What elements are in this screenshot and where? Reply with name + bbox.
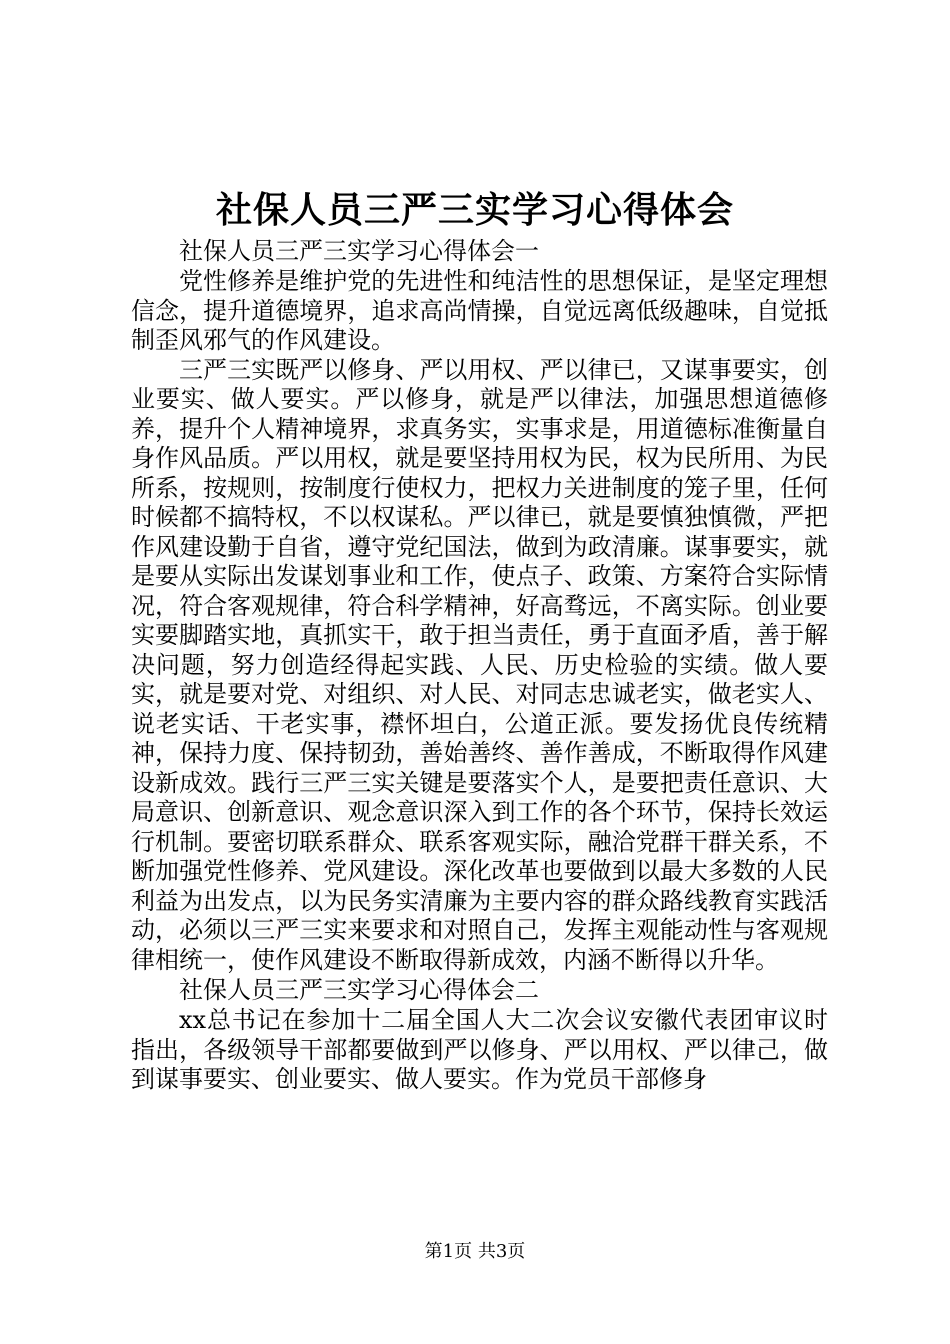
paragraph-main: 三严三实既严以修身、严以用权、严以律已，又谋事要实，创业要实、做人要实。严以修身，就是严以律法，加强思想道德修养，提升个人精神境界，求真务实，实事求是，用道德标准衡量自身作风品质。严以用权，就是要坚持用权为民，权为民所用、为民所系，按规则，按制度行使权力，把权力关进制度的笼子里，任何时候都不搞特权，不以权谋私。严以律已，就是要慎独慎微，严把作风建设勤于自省，遵守党纪国法，做到为政清廉。谋事要实，就是要从实际出发谋划事业和工作，使点子、政策、方案符合实际情况，符合客观规律，符合科学精神，好高骛远，不离实际。创业要实要脚踏实地，真抓实干，敢于担当责任，勇于直面矛盾，善于解决问题，努力创造经得起实践、人民、历史检验的实绩。做人要实，就是要对党、对组织、对人民、对同志忠诚老实，做老实人、说老实话、干老实事，襟怀坦白，公道正派。要发扬优良传统精神，保持力度、保持韧劲，善始善终、善作善成，不断取得作风建设新成效。践行三严三实关键是要落实个人，是要把责任意识、大局意识、创新意识、观念意识深入到工作的各个环节，保持长效运行机制。要密切联系群众、联系客观实际，融洽党群干群关系，不断加强党性修养、党风建设。深化改革也要做到以最大多数的人民利益为出发点，以为民务实清廉为主要内容的群众路线教育实践活动，必须以三严三实来要求和对照自己，发挥主观能动性与客观规律相统一，使作风建设不断取得新成效，内涵不断得以升华。 [131, 355, 828, 974]
paragraph-second: xx总书记在参加十二届全国人大二次会议安徽代表团审议时指出，各级领导干部都要做到严以修身、严以用权、严以律己，做到谋事要实、创业要实、做人要实。作为党员干部修身 [131, 1006, 828, 1093]
document-title: 社保人员三严三实学习心得体会 [215, 189, 734, 231]
paragraph-intro: 党性修养是维护党的先进性和纯洁性的思想保证，是坚定理想信念，提升道德境界，追求高尚情操，自觉远离低级趣味，自觉抵制歪风邪气的作风建设。 [131, 267, 828, 354]
section-heading-2: 社保人员三严三实学习心得体会二 [179, 976, 539, 1004]
document-body [131, 236, 828, 1095]
page-footer: 第1页 共3页 [424, 1241, 526, 1262]
section-heading-1: 社保人员三严三实学习心得体会一 [179, 237, 539, 265]
